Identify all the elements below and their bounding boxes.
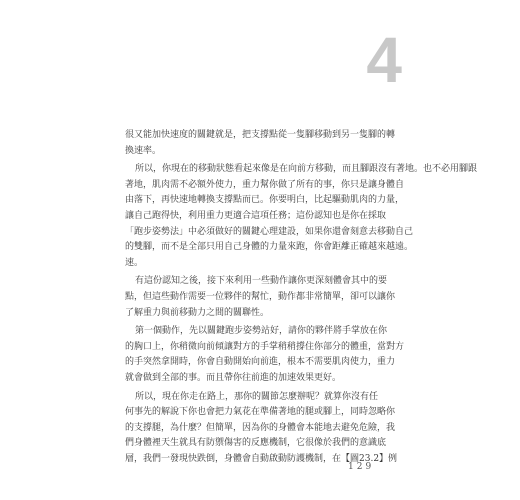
text-line: 點，但這些動作需要一位夥伴的幫忙，動作都非常簡單，卻可以讓你 — [125, 291, 396, 302]
text-line: 的胸口上，你稍微向前傾讓對方的手掌稍稍撐住你部分的體重，當對方 — [125, 341, 405, 352]
paragraph-5 — [125, 390, 405, 468]
page-number: 129 — [348, 462, 375, 472]
paragraph-1 — [125, 128, 405, 159]
text-line: 的支撐腿，為什麼？但簡單，因為你的身體會本能地去避免危險，我 — [125, 422, 396, 433]
chapter-number: 4 — [366, 24, 402, 96]
text-line: 所以，你現在的移動狀態看起來像是在向前方移動，而且腳跟沒有著地。也不必用腳跟 — [135, 164, 478, 175]
paragraph-2 — [125, 162, 478, 271]
text-line: 們身體裡天生就具有防禦傷害的反應機制，它很像於我們的意識底 — [125, 438, 387, 449]
text-line: 層，我們一發現快跌倒，身體會自動啟動防護機制，在【圖23.2】例 — [125, 453, 398, 464]
text-line: 著地，肌肉需不必額外使力，重力幫你做了所有的事，你只是讓身體自 — [125, 179, 405, 190]
body-text — [125, 128, 478, 467]
text-line: 的雙腳，而不是全部只用自己身體的力量來跑，你會距離正確越來越遠。 — [125, 242, 414, 253]
text-line: 何事先的解說下你也會把力氣花在準備著地的腿或腳上，同時忽略你 — [125, 407, 396, 418]
text-line: 換速率。 — [125, 145, 162, 156]
text-line: 速。 — [125, 257, 144, 268]
text-line: 就會做到全部的事。而且帶你往前進的加速效果更好。 — [125, 372, 342, 383]
text-line: 所以，現在你走在路上，那你的關節怎麼辦呢？就算你沒有任 — [135, 391, 379, 402]
text-line: 的手突然拿開時，你會自動開始向前進，根本不需要肌肉使力，重力 — [125, 357, 396, 368]
text-line: 讓自己跑得快，利用重力更適合這項任務；這份認知也是你在採取 — [125, 210, 387, 221]
paragraph-4 — [125, 324, 405, 386]
text-line: 由落下，再快速地轉換支撐點而已。你要明白，比起驅動肌肉的力量， — [125, 195, 405, 206]
text-line: 很又能加快速度的關鍵就是，把支撐點從一隻腳移動到另一隻腳的轉 — [125, 130, 396, 140]
text-line: 有這份認知之後，接下來利用一些動作讓你更深刻體會其中的要 — [135, 276, 388, 287]
text-line: 了解重力與前移動力之間的關聯性。 — [125, 307, 270, 318]
text-line: 第一個動作，先以關鍵跑步姿勢站好，請你的夥伴將手掌放在你 — [135, 326, 388, 337]
text-line: 「跑步姿勢法」中必須做好的關鍵心理建設，如果你還會刻意去移動自己 — [125, 226, 414, 237]
paragraph-3 — [125, 274, 405, 321]
